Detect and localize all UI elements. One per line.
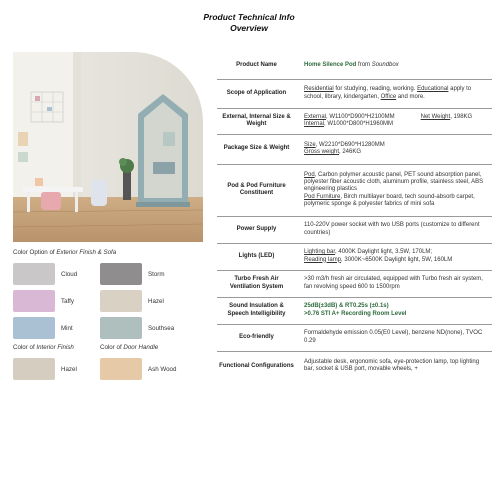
page-title — [0, 12, 498, 34]
swatch-label-storm: Storm — [148, 271, 165, 278]
scope-text-1: for studying, reading, working. — [333, 86, 418, 93]
lighting-bar-label: Lighting bar — [304, 249, 336, 256]
scope-text-2: apply to school, library, kindergarten, — [304, 86, 472, 100]
spec-row-functional — [217, 351, 492, 381]
scope-residential: Residential — [304, 86, 334, 93]
spec-label: Product Name — [236, 61, 277, 68]
swatch-taffy — [13, 290, 55, 312]
pod-value: , Carbon polymer acoustic panel, PET sound absorption panel, polyester fiber acoustic cloth, aluminum profile, stainless steel, ABS engineering plastics — [304, 171, 484, 193]
net-weight-label: Net Weight — [420, 113, 451, 120]
scope-office: Office — [380, 93, 397, 100]
spec-row-size-weight — [217, 108, 492, 134]
speech-intelligibility-value: >0.76 STI A+ Recording Room Level — [304, 310, 407, 317]
exterior-color-title-prefix: Color Option of — [13, 249, 57, 256]
spec-row-power — [217, 216, 492, 243]
door-color-title — [100, 344, 158, 351]
swatch-cloud — [13, 263, 55, 285]
size-external-value: , W1100*D900*H2100MM — [326, 113, 395, 120]
spec-label: Package Size & Weight — [217, 134, 296, 164]
pod-furniture-label: Pod Furniture — [304, 193, 341, 200]
spec-label: External, Internal Size & Weight — [217, 108, 296, 134]
gross-weight-label: Gross weight — [304, 149, 340, 155]
spec-value — [296, 164, 492, 216]
reading-lamp-value: , 3000K~6500K Daylight light, 5W, 160LM — [341, 256, 453, 263]
spec-label: Turbo Fresh Air Ventilation System — [217, 270, 296, 297]
spec-value: >30 m3/h fresh air circulated, equipped with Turbo fresh air system, fan revolving speed 600 to 1500rpm — [296, 270, 492, 297]
spec-value: Adjustable desk, ergonomic sofa, eye-protection lamp, top lighting bar, socket & USB port, movable wheels, + — [296, 351, 492, 381]
size-internal-label: Internal — [304, 121, 325, 127]
swatch-label-door-ashwood: Ash Wood — [148, 366, 177, 373]
spec-label: Pod & Pod Furniture Constituent — [217, 164, 296, 216]
swatch-interior-hazel — [13, 358, 55, 380]
swatch-southsea — [100, 317, 142, 339]
spec-value — [296, 134, 492, 164]
net-weight-value: , 198KG — [450, 113, 473, 120]
spec-value — [296, 297, 492, 324]
size-external-label: External — [304, 113, 327, 120]
size-internal-value: , W1000*D800*H1960MM — [324, 121, 394, 127]
swatch-mint — [13, 317, 55, 339]
spec-row-lights — [217, 243, 492, 270]
spec-value: 110-220V power socket with two USB ports (customize to different countries) — [296, 216, 492, 243]
gross-weight-value: , 246KG — [339, 149, 362, 155]
spec-label: Scope of Application — [217, 79, 296, 108]
spec-label: Sound Insulation & Speech Intelligibility — [217, 297, 296, 324]
spec-table — [217, 52, 492, 381]
swatch-hazel — [100, 290, 142, 312]
door-color-title-emph: Door Handle — [123, 344, 159, 351]
interior-color-title-emph: Interior Finish — [36, 344, 74, 351]
swatch-label-cloud: Cloud — [61, 271, 78, 278]
sound-insulation-value: 25dB(±3dB) & RT0.25s (±0.1s) — [304, 303, 389, 310]
spec-row-turbo — [217, 270, 492, 297]
spec-row-eco — [217, 324, 492, 351]
spec-row-package — [217, 134, 492, 164]
pod-label: Pod — [304, 171, 315, 178]
lighting-bar-value: , 4000K Daylight light, 3.5W, 170LM; — [335, 249, 433, 256]
reading-lamp-label: Reading lamp — [304, 256, 342, 263]
product-name: Home Silence Pod — [304, 61, 357, 68]
package-size-label: Size — [304, 141, 316, 148]
swatch-door-ashwood — [100, 358, 142, 380]
spec-value — [296, 79, 492, 108]
spec-value: Formaldehyde emission 0.05(E0 Level), benzene ND(none), TVOC 0.29 — [296, 324, 492, 351]
swatch-label-mint: Mint — [61, 325, 73, 332]
package-size-value: , W2210*D690*H1280MM — [315, 141, 385, 148]
spec-label: Power Supply — [217, 216, 296, 243]
spec-value — [296, 243, 492, 270]
brand-name: Soundbox — [371, 61, 399, 68]
spec-label: Lights (LED) — [217, 243, 296, 270]
swatch-label-hazel: Hazel — [148, 298, 164, 305]
exterior-color-title — [13, 249, 116, 256]
product-from-text: from — [356, 61, 372, 68]
scope-educational: Educational — [417, 86, 449, 93]
swatch-label-taffy: Taffy — [61, 298, 74, 305]
product-photo — [13, 52, 203, 242]
exterior-color-title-emph: Exterior Finish & Sofa — [56, 249, 117, 256]
spec-label: Eco-friendly — [217, 324, 296, 351]
swatch-storm — [100, 263, 142, 285]
interior-color-title — [13, 344, 74, 351]
interior-color-title-prefix: Color of — [13, 344, 37, 351]
spec-row-constituent — [217, 164, 492, 216]
spec-label: Functional Configurations — [217, 351, 296, 381]
swatch-label-interior-hazel: Hazel — [61, 366, 77, 373]
swatch-label-southsea: Southsea — [148, 325, 175, 332]
spec-row-scope — [217, 79, 492, 108]
scope-text-3: and more. — [396, 93, 425, 100]
product-photo-illustration — [13, 52, 203, 242]
spec-value — [296, 52, 492, 79]
pod-furniture-value: , Birch multilayer board, tech sound-absorb carpet, polymeric sponge & polyester fabrics of mini sofa — [304, 193, 475, 207]
title-line-1: Product Technical Info — [203, 12, 295, 22]
spec-row-product-name — [217, 52, 492, 79]
spec-value — [296, 108, 492, 134]
title-line-2: Overview — [230, 23, 268, 33]
door-color-title-prefix: Color of — [100, 344, 124, 351]
spec-row-sound — [217, 297, 492, 324]
